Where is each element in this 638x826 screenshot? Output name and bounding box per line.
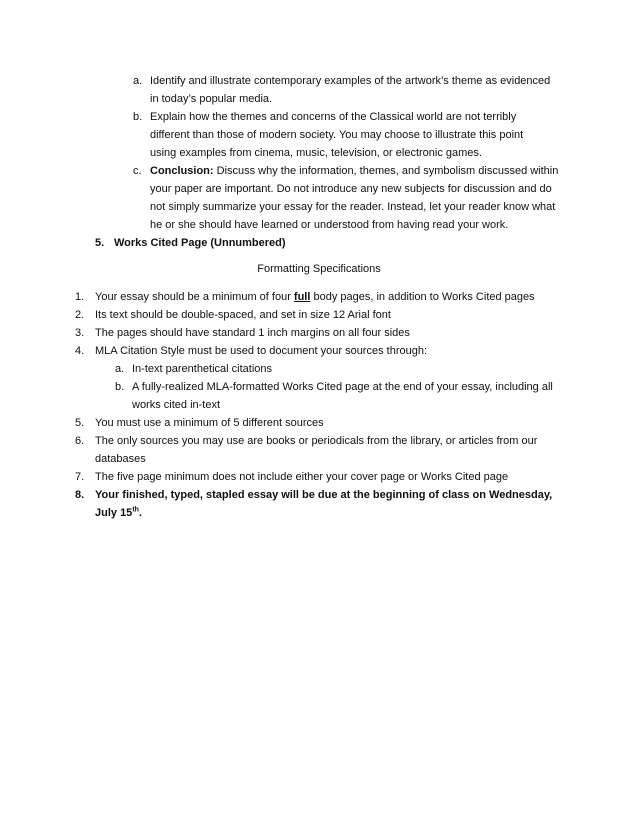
spec-6-line-1: The only sources you may use are books or periodicals from the library, or articles from our: [95, 435, 538, 447]
spec-8-marker: 8.: [75, 489, 85, 501]
sub-item-b-line-1: Explain how the themes and concerns of the Classical world are not terribly: [150, 111, 517, 123]
spec-1-pre: Your essay should be a minimum of four: [95, 291, 294, 303]
spec-4-marker: 4.: [75, 345, 85, 357]
spec-1-emphasis: full: [293, 291, 311, 303]
spec-7-marker: 7.: [75, 471, 85, 483]
sub-item-a-marker: a.: [133, 75, 143, 87]
spec-4a-marker: a.: [115, 363, 125, 375]
spec-8-line-1: Your finished, typed, stapled essay will be due at the beginning of class on Wednesday,: [95, 489, 553, 501]
spec-5-text: You must use a minimum of 5 different sources: [95, 417, 324, 429]
spec-1-marker: 1.: [75, 291, 85, 303]
spec-4a-text: In-text parenthetical citations: [132, 363, 273, 375]
sub-item-b-line-3: using examples from cinema, music, television, or electronic games.: [150, 147, 482, 159]
spec-2-marker: 2.: [75, 309, 85, 321]
spec-8-period: .: [138, 507, 142, 519]
spec-4b-line-2: works cited in-text: [132, 399, 221, 411]
spec-4-text: MLA Citation Style must be used to document your sources through:: [95, 345, 428, 357]
spec-4b-marker: b.: [115, 381, 125, 393]
spec-1-text: [95, 290, 535, 304]
item-5-marker: 5.: [95, 237, 105, 249]
sub-item-c-line-1: [150, 164, 558, 178]
sub-item-a-line-1: Identify and illustrate contemporary examples of the artwork’s theme as evidenced: [150, 75, 551, 87]
spec-8-ordinal: th: [132, 506, 139, 514]
spec-6-line-2: databases: [95, 453, 146, 465]
conclusion-label: Conclusion:: [150, 165, 214, 177]
spec-3-text: The pages should have standard 1 inch margins on all four sides: [95, 327, 410, 339]
conclusion-text: Discuss why the information, themes, and symbolism discussed within: [213, 165, 559, 177]
sub-item-c-line-2: your paper are important. Do not introduce any new subjects for discussion and do: [150, 183, 552, 195]
spec-1-post: body pages, in addition to Works Cited pages: [310, 291, 535, 303]
formatting-title: Formatting Specifications: [257, 263, 381, 275]
spec-3-marker: 3.: [75, 327, 85, 339]
spec-8-date: July 15: [95, 507, 133, 519]
sub-item-c-line-3: not simply summarize your essay for the reader. Instead, let your reader know what: [150, 201, 556, 213]
spec-6-marker: 6.: [75, 435, 85, 447]
spec-8-line-2: [95, 506, 142, 520]
spec-7-text: The five page minimum does not include either your cover page or Works Cited page: [95, 471, 509, 483]
sub-item-c-marker: c.: [133, 165, 142, 177]
sub-item-a-line-2: in today’s popular media.: [150, 93, 273, 105]
sub-item-c-line-4: he or she should have learned or understood from having read your work.: [150, 219, 509, 231]
item-5-heading: Works Cited Page (Unnumbered): [114, 237, 286, 249]
spec-4b-line-1: A fully-realized MLA-formatted Works Cited page at the end of your essay, including all: [132, 381, 553, 393]
spec-5-marker: 5.: [75, 417, 85, 429]
sub-item-b-marker: b.: [133, 111, 143, 123]
spec-2-text: Its text should be double-spaced, and set in size 12 Arial font: [95, 309, 391, 321]
sub-item-b-line-2: different than those of modern society. You may choose to illustrate this point: [150, 129, 524, 141]
